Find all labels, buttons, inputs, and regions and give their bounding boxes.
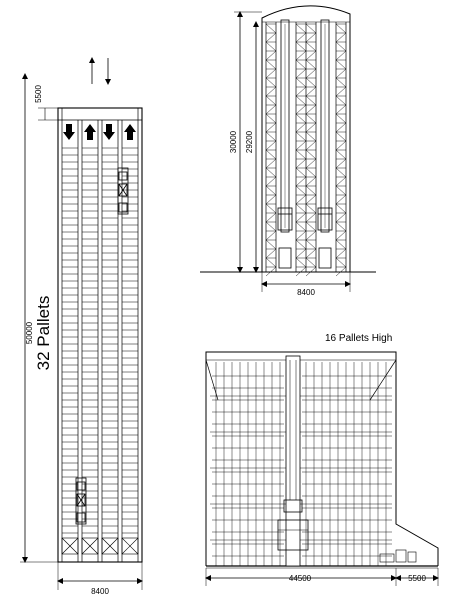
plan-rack-rungs <box>62 148 138 533</box>
elevation-width-label: 8400 <box>297 288 315 297</box>
pallet-count-label: 32 Pallets <box>34 295 53 371</box>
plan-shuttle-lower <box>76 478 86 524</box>
elevation-total-height-label: 30000 <box>229 130 238 154</box>
section-crane-mast <box>278 356 308 566</box>
elevation-view <box>200 6 376 297</box>
plan-shuttle-upper <box>118 168 128 214</box>
section-title: 16 Pallets High <box>325 333 393 344</box>
section-view <box>206 333 438 586</box>
plan-end-cells <box>62 538 138 554</box>
elevation-shuttles <box>278 208 332 268</box>
arrow-down-icon <box>63 124 75 140</box>
arrow-down-icon <box>103 124 115 140</box>
plan-inlet-label: 5500 <box>34 85 43 103</box>
section-rack-grid <box>210 362 392 566</box>
plan-length-label: 50000 <box>25 321 34 345</box>
arrow-up-icon <box>124 124 136 140</box>
plan-flow-arrows <box>63 124 136 140</box>
arrow-up-icon <box>84 124 96 140</box>
elevation-rack-columns <box>266 22 346 272</box>
section-extension-label: 5500 <box>408 574 426 583</box>
elevation-rack-height-label: 29200 <box>245 130 254 154</box>
plan-width-label: 8400 <box>91 587 109 596</box>
plan-view <box>20 58 142 596</box>
section-length-label: 44500 <box>288 574 312 583</box>
